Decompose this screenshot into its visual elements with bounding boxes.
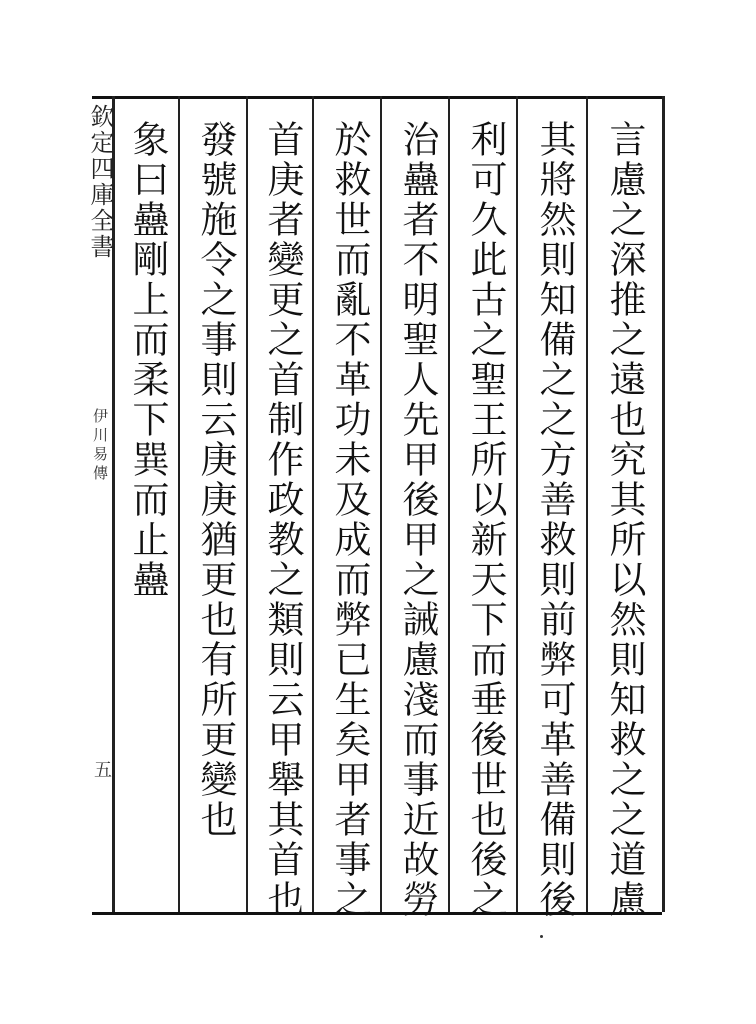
column-rule	[586, 96, 588, 912]
column-rule	[448, 96, 450, 912]
scan-speck	[540, 935, 543, 938]
text-column-6: 首庚者變更之首制作政教之類則云甲舉其首也	[261, 120, 304, 920]
text-column-5: 於救世而亂不革功未及成而弊已生矣甲者事之	[328, 120, 371, 920]
column-rule	[380, 96, 382, 912]
column-rule	[312, 96, 314, 912]
frame-right-border	[662, 96, 665, 912]
text-column-1: 言慮之深推之遠也究其所以然則知救之之道慮	[603, 120, 646, 920]
margin-book-title: 欽定四庫全書	[86, 104, 114, 260]
text-column-8: 象曰蠱剛上而柔下巽而止蠱	[126, 120, 169, 600]
text-column-7: 發號施令之事則云庚庚猶更也有所更變也	[194, 120, 237, 840]
text-column-2: 其將然則知備之之方善救則前弊可革善備則後	[533, 120, 576, 920]
text-column-3: 利可久此古之聖王所以新天下而垂後世也後之	[464, 120, 507, 920]
column-rule	[178, 96, 180, 912]
column-rule	[246, 96, 248, 912]
text-column-4: 治蠱者不明聖人先甲後甲之誡慮淺而事近故勞	[396, 120, 439, 920]
margin-subtitle: 伊川易傳	[91, 408, 109, 484]
column-rule	[516, 96, 518, 912]
page-number: 五	[91, 760, 112, 778]
